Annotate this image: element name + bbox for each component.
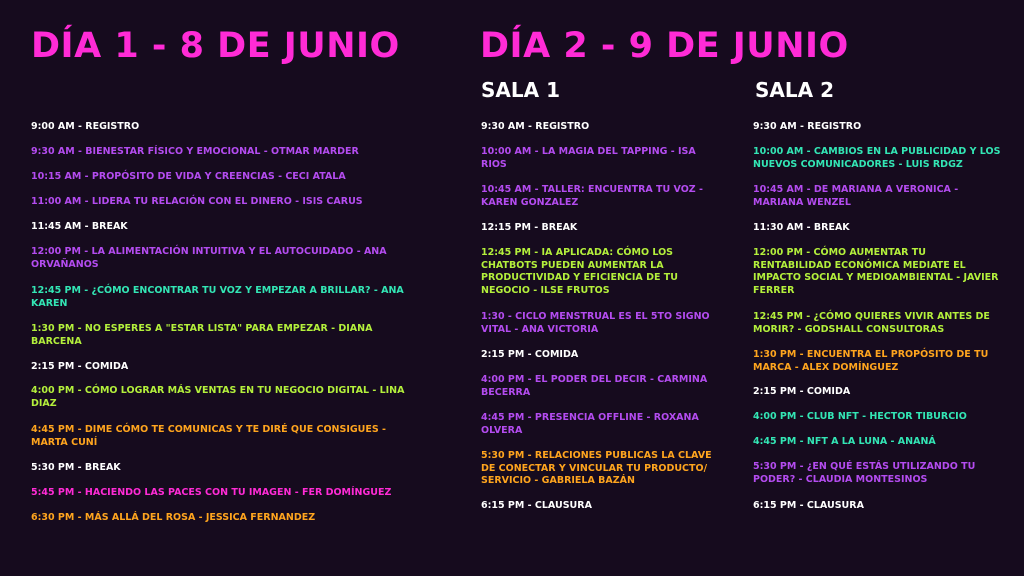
schedule-item: 4:00 PM - CÓMO LOGRAR MÁS VENTAS EN TU NEGOCIO DIGITAL - LINA DIAZ	[31, 385, 405, 409]
schedule-item: 11:45 AM - BREAK	[31, 221, 128, 232]
schedule-item: 12:00 PM - LA ALIMENTACIÓN INTUITIVA Y EL AUTOCUIDADO - ANA ORVAÑANOS	[31, 246, 387, 270]
schedule-item: 2:15 PM - COMIDA	[481, 349, 579, 360]
schedule-item: 12:15 PM - BREAK	[481, 222, 578, 233]
schedule-item: 2:15 PM - COMIDA	[753, 386, 851, 397]
schedule-item: 4:00 PM - EL PODER DEL DECIR - CARMINA BECERRA	[481, 374, 708, 398]
schedule-item: 6:30 PM - MÁS ALLÁ DEL ROSA - JESSICA FERNANDEZ	[31, 512, 316, 523]
schedule-item: 9:30 AM - REGISTRO	[753, 121, 862, 132]
schedule-item: 5:45 PM - HACIENDO LAS PACES CON TU IMAGEN - FER DOMÍNGUEZ	[31, 487, 392, 498]
schedule-item: 5:30 PM - BREAK	[31, 462, 121, 473]
schedule-item: 10:45 AM - DE MARIANA A VERONICA - MARIANA WENZEL	[753, 184, 959, 208]
schedule-item: 9:00 AM - REGISTRO	[31, 121, 140, 132]
day2-title: DÍA 2 - 9 DE JUNIO	[480, 26, 849, 66]
schedule-item: 4:45 PM - PRESENCIA OFFLINE - ROXANA OLVERA	[481, 412, 699, 436]
schedule-item: 12:45 PM - ¿CÓMO ENCONTRAR TU VOZ Y EMPEZAR A BRILLAR? - ANA KAREN	[31, 285, 404, 309]
schedule-item: 11:30 AM - BREAK	[753, 222, 850, 233]
schedule-item: 4:45 PM - NFT A LA LUNA - ANANÁ	[753, 436, 936, 447]
schedule-item: 12:45 PM - IA APLICADA: CÓMO LOS CHATBOTS PUEDEN AUMENTAR LA PRODUCTIVIDAD Y EFICIENCIA DE TU NEGOCIO - ILSE FRUTOS	[481, 247, 678, 296]
schedule-item: 12:00 PM - CÓMO AUMENTAR TU RENTABILIDAD ECONÓMICA MEDIATE EL IMPACTO SOCIAL Y MEDIOAMBIENTAL - JAVIER FERRER	[753, 247, 999, 296]
schedule-item: 6:15 PM - CLAUSURA	[481, 500, 592, 511]
schedule-item: 5:30 PM - ¿EN QUÉ ESTÁS UTILIZANDO TU PODER? - CLAUDIA MONTESINOS	[753, 461, 976, 485]
schedule-item: 5:30 PM - RELACIONES PUBLICAS LA CLAVE DE CONECTAR Y VINCULAR TU PRODUCTO/ SERVICIO - GABRIELA BAZÁN	[481, 450, 712, 486]
schedule-item: 10:00 AM - LA MAGIA DEL TAPPING - ISA RIOS	[481, 146, 696, 170]
schedule-item: 2:15 PM - COMIDA	[31, 361, 129, 372]
schedule-item: 4:45 PM - DIME CÓMO TE COMUNICAS Y TE DIRÉ QUE CONSIGUES - MARTA CUNÍ	[31, 424, 386, 448]
schedule-item: 9:30 AM - REGISTRO	[481, 121, 590, 132]
schedule-item: 6:15 PM - CLAUSURA	[753, 500, 864, 511]
schedule-item: 11:00 AM - LIDERA TU RELACIÓN CON EL DINERO - ISIS CARUS	[31, 196, 363, 207]
schedule-item: 1:30 PM - ENCUENTRA EL PROPÓSITO DE TU MARCA - ALEX DOMÍNGUEZ	[753, 349, 989, 373]
schedule-item: 1:30 - CICLO MENSTRUAL ES EL 5TO SIGNO VITAL - ANA VICTORIA	[481, 311, 710, 335]
sala2-title: SALA 2	[755, 78, 834, 102]
sala1-title: SALA 1	[481, 78, 560, 102]
schedule-item: 9:30 AM - BIENESTAR FÍSICO Y EMOCIONAL - OTMAR MARDER	[31, 146, 359, 157]
day1-title: DÍA 1 - 8 DE JUNIO	[31, 26, 400, 66]
schedule-item: 10:15 AM - PROPÓSITO DE VIDA Y CREENCIAS - CECI ATALA	[31, 171, 346, 182]
schedule-item: 1:30 PM - NO ESPERES A "ESTAR LISTA" PARA EMPEZAR - DIANA BARCENA	[31, 323, 373, 347]
schedule-item: 4:00 PM - CLUB NFT - HECTOR TIBURCIO	[753, 411, 967, 422]
schedule-item: 10:45 AM - TALLER: ENCUENTRA TU VOZ - KAREN GONZALEZ	[481, 184, 703, 208]
schedule-item: 10:00 AM - CAMBIOS EN LA PUBLICIDAD Y LOS NUEVOS COMUNICADORES - LUIS RDGZ	[753, 146, 1001, 170]
schedule-item: 12:45 PM - ¿CÓMO QUIERES VIVIR ANTES DE MORIR? - GODSHALL CONSULTORAS	[753, 311, 990, 335]
